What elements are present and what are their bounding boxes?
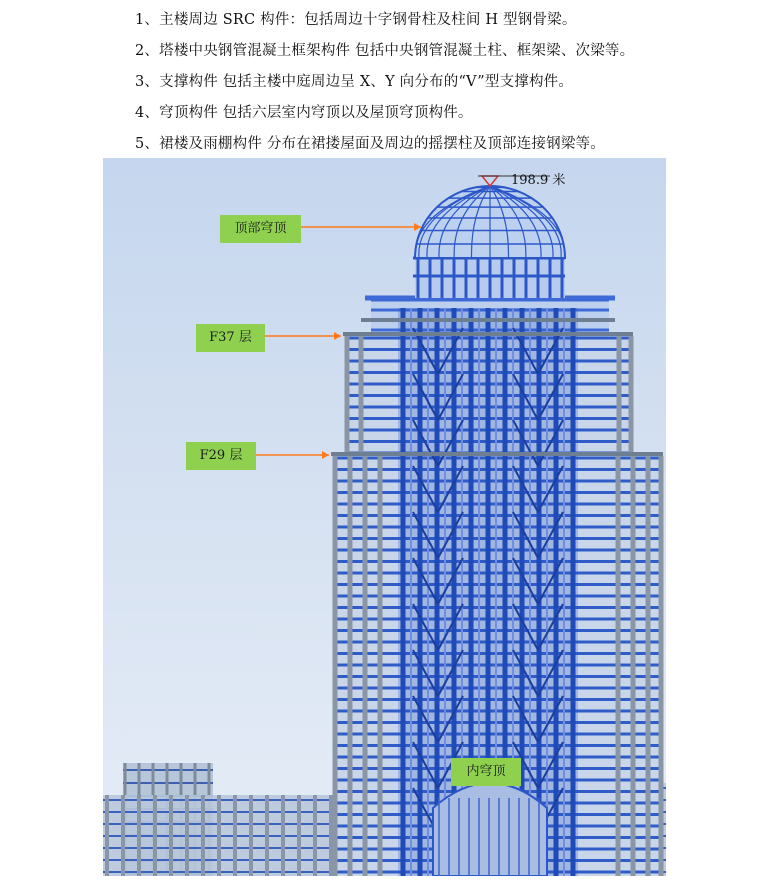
callout-dome-top: 顶部穹顶 bbox=[220, 215, 301, 243]
elevation-label: 198.9 米 bbox=[511, 173, 566, 188]
list-item-5: 5、裙楼及雨棚构件 分布在裙搂屋面及周边的摇摆柱及顶部连接钢梁等。 bbox=[135, 136, 605, 152]
list-item-1: 1、主楼周边 SRC 构件：包括周边十字钢骨柱及柱间 H 型钢骨梁。 bbox=[135, 12, 577, 28]
callout-inner-dome: 内穹顶 bbox=[451, 758, 521, 786]
list-item-2: 2、塔楼中央钢管混凝土框架构件 包括中央钢管混凝土柱、框架梁、次梁等。 bbox=[135, 43, 635, 59]
component-list bbox=[135, 6, 775, 161]
tower-structure-figure bbox=[103, 158, 666, 876]
callout-f29: F29 层 bbox=[186, 442, 256, 470]
list-item-4: 4、穹顶构件 包括六层室内穹顶以及屋顶穹顶构件。 bbox=[135, 105, 473, 121]
tower-structure-drawing bbox=[103, 158, 666, 876]
callout-f37: F37 层 bbox=[196, 324, 265, 352]
list-item-3: 3、支撑构件 包括主楼中庭周边呈 X、Y 向分布的“V”型支撑构件。 bbox=[135, 74, 574, 90]
